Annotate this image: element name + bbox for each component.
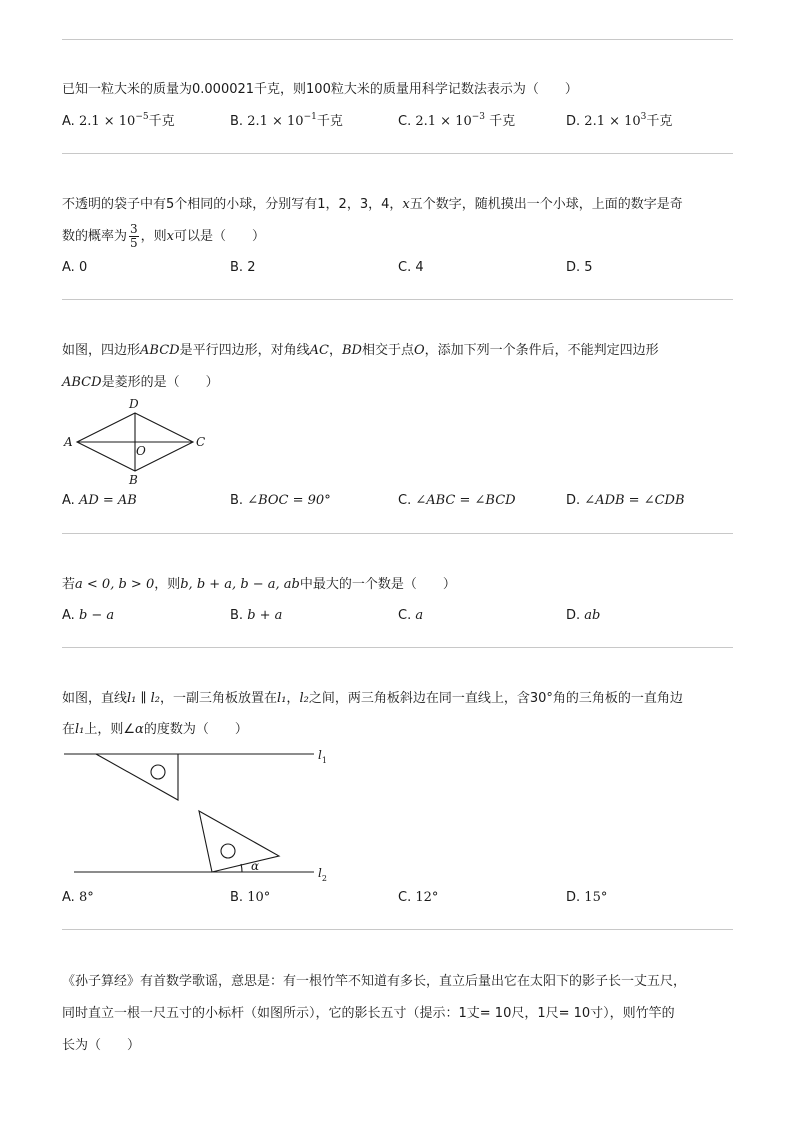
- math: b, b + a, b − a, ab: [180, 577, 300, 592]
- option-expr: 12°: [415, 890, 439, 905]
- text: ，一副三角板放置在: [160, 691, 278, 706]
- triangle-45: [199, 811, 279, 872]
- q1-option-b[interactable]: [230, 112, 343, 132]
- q3-option-a[interactable]: [62, 491, 137, 511]
- option-letter: A.: [62, 493, 75, 508]
- option-letter: A.: [62, 260, 75, 275]
- label-o: O: [136, 444, 146, 458]
- math: l₂: [299, 691, 309, 706]
- q1-option-c[interactable]: [398, 112, 515, 132]
- option-expr: 15°: [584, 890, 608, 905]
- q2-stem-line1: [62, 195, 683, 215]
- option-base: 2.1 × 10: [415, 114, 472, 129]
- label-d: D: [129, 397, 139, 411]
- option-letter: D.: [566, 890, 581, 905]
- text: ，则: [140, 229, 167, 244]
- option-letter: A.: [62, 114, 75, 129]
- q5-stem-line2: [62, 720, 248, 740]
- math: l₁: [75, 722, 85, 737]
- math: a < 0, b > 0: [75, 577, 155, 592]
- divider: [62, 153, 733, 154]
- text: 若: [62, 577, 76, 592]
- math: l₁: [277, 691, 287, 706]
- option-exp: −5: [135, 112, 149, 122]
- text: ，: [328, 343, 342, 358]
- q2-option-c[interactable]: [398, 258, 424, 278]
- set-square-figure: [60, 744, 340, 884]
- option-value: 2: [247, 260, 256, 275]
- label-a: A: [64, 435, 73, 449]
- option-letter: B.: [230, 608, 244, 623]
- option-expr: ∠ABC = ∠BCD: [415, 493, 516, 508]
- triangle-30: [96, 754, 178, 800]
- divider: [62, 533, 733, 534]
- option-value: 0: [78, 260, 88, 275]
- option-expr: AD = AB: [78, 493, 137, 508]
- option-letter: D.: [566, 260, 581, 275]
- fraction: [129, 223, 139, 250]
- text: ，添加下列一个条件后，不能判定四边形: [424, 343, 659, 358]
- option-exp: −1: [303, 112, 317, 122]
- option-letter: A.: [62, 608, 75, 623]
- option-value: 4: [415, 260, 424, 275]
- text: 如图，四边形: [62, 343, 141, 358]
- q3-option-b[interactable]: [230, 491, 331, 511]
- var-x: x: [166, 229, 175, 244]
- option-expr: ∠BOC = 90°: [247, 493, 331, 508]
- divider: [62, 299, 733, 300]
- option-base: 2.1 × 10: [247, 114, 304, 129]
- option-letter: A.: [62, 890, 75, 905]
- option-letter: C.: [398, 890, 412, 905]
- math: ABCD: [62, 375, 102, 390]
- q3-option-c[interactable]: [398, 491, 516, 511]
- option-letter: C.: [398, 260, 412, 275]
- option-base: 2.1 × 10: [584, 114, 641, 129]
- option-letter: B.: [230, 890, 244, 905]
- label-c: C: [196, 435, 206, 449]
- option-expr: b + a: [247, 608, 283, 623]
- text: 的度数为（ ）: [143, 722, 248, 737]
- option-expr: a: [415, 608, 424, 623]
- math: BD: [341, 343, 362, 358]
- text: 之间，两三角板斜边在同一直线上，含30°角的三角板的一直角边: [308, 691, 683, 706]
- label-l1: $l_1$: [318, 748, 327, 765]
- text: 是平行四边形，对角线: [179, 343, 310, 358]
- option-letter: C.: [398, 114, 412, 129]
- text: 可以是（ ）: [174, 229, 266, 244]
- q5-option-b[interactable]: [230, 888, 270, 908]
- q5-stem-line1: [62, 689, 683, 709]
- option-letter: D.: [566, 608, 581, 623]
- math: ABCD: [140, 343, 180, 358]
- option-expr: ab: [584, 608, 601, 623]
- q6-stem-line1: 《孙子算经》有首数学歌谣，意思是：有一根竹竿不知道有多长，直立后量出它在太阳下的影子长一丈五尺，: [62, 974, 687, 989]
- q4-option-a[interactable]: [62, 606, 114, 626]
- option-value: 5: [584, 260, 593, 275]
- text: ，则: [154, 577, 181, 592]
- divider: [62, 929, 733, 930]
- math: O: [413, 343, 425, 358]
- option-letter: B.: [230, 493, 244, 508]
- triangle-hole: [151, 765, 165, 779]
- q4-option-c[interactable]: [398, 606, 423, 626]
- label-l2: $l_2$: [318, 866, 327, 883]
- option-letter: C.: [398, 608, 412, 623]
- option-unit: 千克: [316, 114, 343, 129]
- divider: [62, 647, 733, 648]
- q3-stem-line2: [62, 373, 219, 393]
- q5-option-a[interactable]: [62, 888, 94, 908]
- text: 相交于点: [361, 343, 414, 358]
- q5-option-d[interactable]: [566, 888, 607, 908]
- q6-stem-line2: 同时直立一根一尺五寸的小标杆（如图所示），它的影长五寸（提示：1丈= 10尺，1尺= 10寸），则竹竿的: [62, 1006, 675, 1021]
- frac-den: 5: [130, 236, 138, 250]
- option-expr: 10°: [247, 890, 271, 905]
- option-expr: b − a: [78, 608, 115, 623]
- frac-num: 3: [130, 222, 138, 236]
- text: 是菱形的是（ ）: [101, 375, 219, 390]
- divider: [62, 39, 733, 40]
- text: 不透明的袋子中有5个相同的小球，分别写有1，2，3，4，: [62, 197, 403, 212]
- text: 在: [62, 722, 76, 737]
- text: ，: [286, 691, 300, 706]
- text: 中最大的一个数是（ ）: [299, 577, 456, 592]
- math: AC: [309, 343, 329, 358]
- option-exp: 3: [640, 112, 647, 122]
- q4-stem: [62, 575, 456, 595]
- label-b: B: [129, 473, 138, 487]
- option-letter: D.: [566, 493, 581, 508]
- text: 数的概率为: [62, 229, 128, 244]
- q1-stem: 已知一粒大米的质量为0.000021千克，则100粒大米的质量用科学记数法表示为（ ）: [62, 82, 578, 97]
- q2-stem-line2: [62, 220, 265, 254]
- option-base: 2.1 × 10: [78, 114, 136, 129]
- option-unit: 千克: [148, 114, 175, 129]
- q2-option-d[interactable]: [566, 258, 593, 278]
- q3-option-d[interactable]: [566, 491, 685, 511]
- rhombus-figure: [60, 396, 210, 488]
- option-unit: 千克: [646, 114, 673, 129]
- q1-option-d[interactable]: [566, 112, 672, 132]
- option-expr: ∠ADB = ∠CDB: [584, 493, 685, 508]
- math: α: [135, 722, 144, 737]
- var-x: x: [402, 197, 410, 212]
- q6-stem-line3: 长为（ ）: [62, 1038, 141, 1053]
- text: 五个数字，随机摸出一个小球，上面的数字是奇: [409, 197, 683, 212]
- option-letter: D.: [566, 114, 581, 129]
- option-letter: C.: [398, 493, 412, 508]
- text: 上，则∠: [84, 722, 136, 737]
- option-unit: 千克: [485, 114, 516, 129]
- q4-option-d[interactable]: [566, 606, 600, 626]
- q3-stem-line1: [62, 341, 659, 361]
- q2-option-b[interactable]: [230, 258, 255, 278]
- text: 如图，直线: [62, 691, 128, 706]
- option-letter: B.: [230, 114, 244, 129]
- label-alpha: α: [251, 859, 260, 873]
- q2-option-a[interactable]: [62, 258, 87, 278]
- triangle-hole: [221, 844, 235, 858]
- option-exp: −3: [471, 112, 486, 122]
- math: l₁ ∥ l₂: [127, 691, 161, 706]
- q1-option-a[interactable]: [62, 112, 175, 132]
- angle-alpha-arc: [241, 864, 242, 872]
- q5-option-c[interactable]: [398, 888, 438, 908]
- option-expr: 8°: [78, 890, 94, 905]
- option-letter: B.: [230, 260, 244, 275]
- q4-option-b[interactable]: [230, 606, 282, 626]
